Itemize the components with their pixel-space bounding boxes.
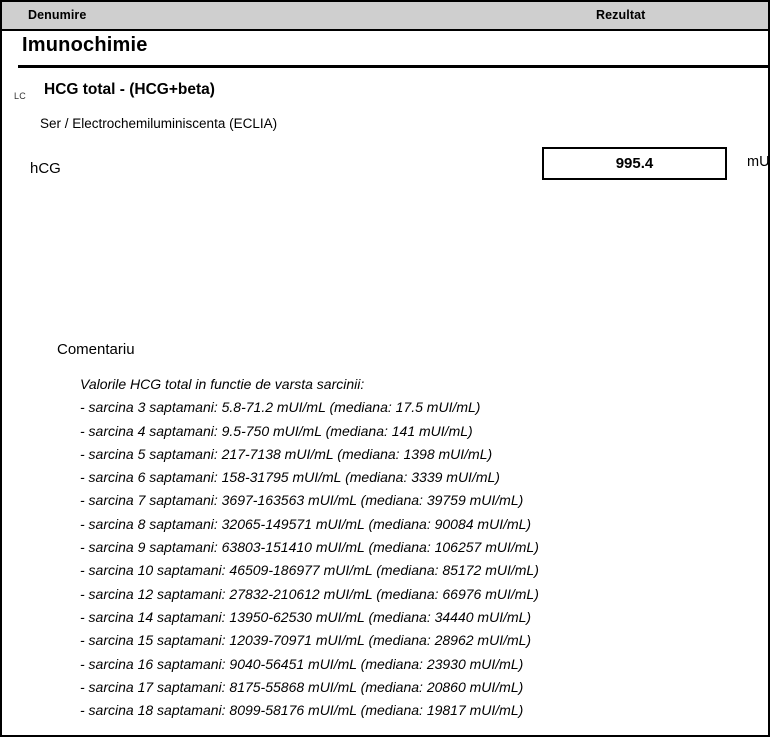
analyte-method: Ser / Electrochemiluminiscenta (ECLIA) [40, 116, 278, 131]
comment-line: - sarcina 10 saptamani: 46509-186977 mUI/mL (mediana: 85172 mUI/mL) [80, 562, 539, 579]
section-heading [2, 31, 768, 67]
section-divider [18, 65, 768, 68]
comment-line: - sarcina 18 saptamani: 8099-58176 mUI/mL (mediana: 19817 mUI/mL) [80, 702, 524, 719]
comment-line: - sarcina 15 saptamani: 12039-70971 mUI/mL (mediana: 28962 mUI/mL) [80, 632, 532, 649]
result-parameter-label: hCG [30, 160, 61, 177]
lab-code-label: LC [14, 91, 27, 101]
comment-line: - sarcina 3 saptamani: 5.8-71.2 mUI/mL (mediana: 17.5 mUI/mL) [80, 399, 481, 416]
comment-line: - sarcina 9 saptamani: 63803-151410 mUI/mL (mediana: 106257 mUI/mL) [80, 539, 539, 556]
analyte-row [2, 79, 768, 113]
result-row [2, 147, 768, 199]
result-value: 995.4 [615, 155, 654, 172]
result-value-box [542, 147, 727, 180]
comment-title: Comentariu [57, 341, 135, 358]
comment-line: - sarcina 7 saptamani: 3697-163563 mUI/mL (mediana: 39759 mUI/mL) [80, 492, 524, 509]
result-unit: mU [747, 154, 770, 170]
results-table-header [2, 0, 768, 31]
comment-line: - sarcina 6 saptamani: 158-31795 mUI/mL (mediana: 3339 mUI/mL) [80, 469, 500, 486]
comment-line: - sarcina 14 saptamani: 13950-62530 mUI/mL (mediana: 34440 mUI/mL) [80, 608, 532, 625]
comment-line: - sarcina 17 saptamani: 8175-55868 mUI/mL (mediana: 20860 mUI/mL) [80, 678, 524, 695]
comment-line: - sarcina 16 saptamani: 9040-56451 mUI/mL (mediana: 23930 mUI/mL) [80, 655, 524, 672]
comment-lines [80, 373, 740, 722]
comment-line: - sarcina 5 saptamani: 217-7138 mUI/mL (mediana: 1398 mUI/mL) [80, 445, 493, 462]
comment-line: - sarcina 12 saptamani: 27832-210612 mUI/mL (mediana: 66976 mUI/mL) [80, 585, 539, 602]
column-header-rezultat: Rezultat [596, 8, 646, 22]
section-heading-label: Imunochimie [22, 34, 148, 56]
comment-line: - sarcina 4 saptamani: 9.5-750 mUI/mL (mediana: 141 mUI/mL) [80, 422, 473, 439]
comment-line: Valorile HCG total in functie de varsta sarcinii: [80, 376, 365, 392]
column-header-denumire: Denumire [28, 8, 87, 22]
analyte-name: HCG total - (HCG+beta) [44, 81, 215, 98]
comment-line: - sarcina 8 saptamani: 32065-149571 mUI/mL (mediana: 90084 mUI/mL) [80, 515, 532, 532]
analyte-method-row [2, 113, 768, 139]
